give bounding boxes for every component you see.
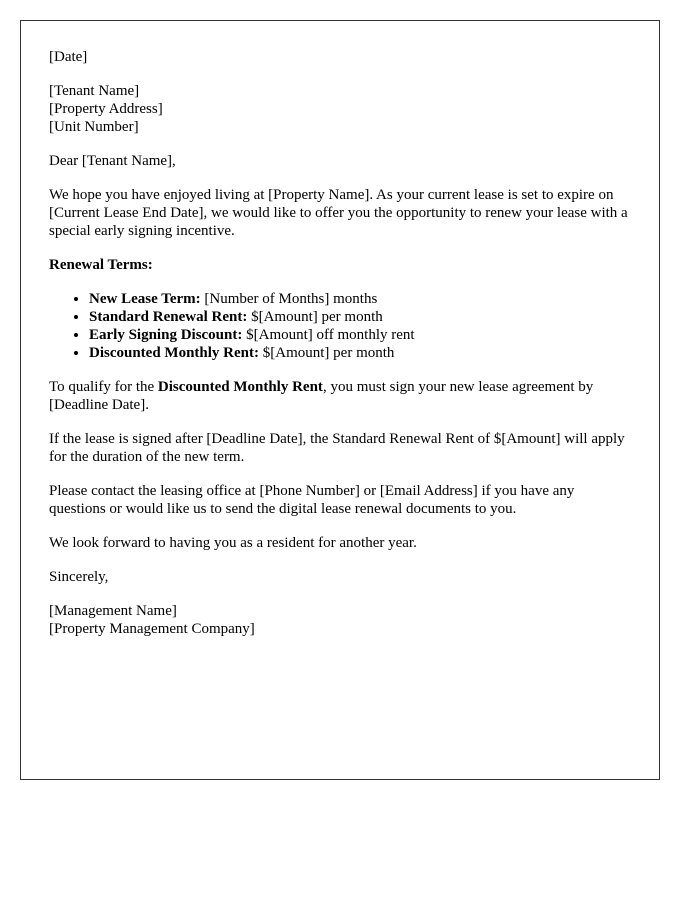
term-label: Early Signing Discount: (89, 327, 243, 343)
salutation: Dear [Tenant Name], (49, 153, 176, 169)
recipient-address: [Property Address] (49, 101, 163, 117)
recipient-name: [Tenant Name] (49, 83, 140, 99)
letter-date: [Date] (49, 49, 88, 65)
signature-name: [Management Name] (49, 603, 177, 619)
late-signing-paragraph: If the lease is signed after [Deadline Date], the Standard Renewal Rent of $[Amount] will apply for the duration of the new term. (49, 431, 625, 465)
list-item (89, 308, 631, 326)
recipient-block (49, 82, 631, 136)
list-item (89, 290, 631, 308)
contact-paragraph: Please contact the leasing office at [Phone Number] or [Email Address] if you have any questions or would like us to send the digital lease renewal documents to you. (49, 483, 575, 517)
list-item (89, 344, 631, 362)
recipient-unit: [Unit Number] (49, 119, 139, 135)
renewal-terms-list (49, 290, 631, 362)
term-label: Standard Renewal Rent: (89, 309, 248, 325)
term-value: $[Amount] per month (247, 309, 383, 325)
qualify-paragraph (49, 378, 631, 414)
signature-block (49, 602, 631, 638)
qualify-text-start: To qualify for the (49, 379, 158, 395)
closing-paragraph: We look forward to having you as a resident for another year. (49, 535, 417, 551)
term-value: [Number of Months] months (200, 291, 378, 307)
letter-page (20, 20, 660, 780)
renewal-terms-heading: Renewal Terms: (49, 257, 153, 273)
intro-paragraph: We hope you have enjoyed living at [Property Name]. As your current lease is set to expire on [Current Lease End Date], we would like to offer you the opportunity to renew your lease with a special early signing incentive. (49, 187, 628, 239)
term-value: $[Amount] per month (259, 345, 395, 361)
term-label: New Lease Term: (89, 291, 201, 307)
term-label: Discounted Monthly Rent: (89, 345, 260, 361)
qualify-text-end: , you must sign your new lease agreement by [Deadline Date]. (49, 379, 594, 413)
list-item (89, 326, 631, 344)
signature-company: [Property Management Company] (49, 621, 255, 637)
qualify-emphasis: Discounted Monthly Rent (157, 379, 323, 395)
term-value: $[Amount] off monthly rent (242, 327, 415, 343)
signoff: Sincerely, (49, 569, 109, 585)
